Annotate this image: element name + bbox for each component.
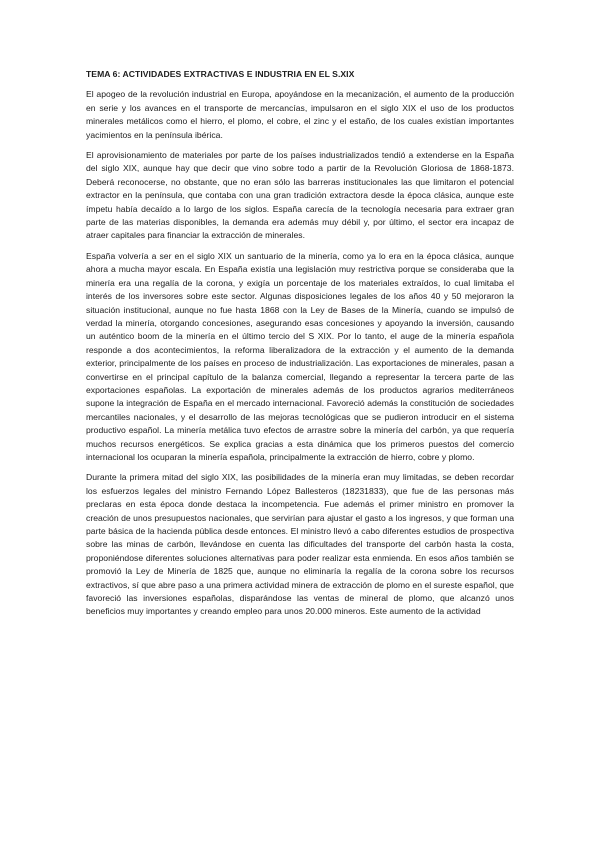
paragraph-santuario-mineria: España volvería a ser en el siglo XIX un santuario de la minería, como ya lo era en la época clásica, aunque ahora a mucha mayor escala. En España existía una legislación muy restrictiva porque se consideraba que la minería era una regalía de la corona, y exigía un porcentaje de los materiales extraídos, lo cual limitaba el interés de los inversores sobre este sector. Algunas disposiciones legales de los años 40 y 50 mejoraron la situación institucional, aunque no fue hasta 1868 con la Ley de Bases de la Minería, cuando se impulsó de verdad la minería, otorgando concesiones, asegurando esas concesiones y apoyando la inversión, causando un auténtico boom de la minería en el último tercio del S XIX. Por lo tanto, el auge de la minería española responde a dos acontecimientos, la reforma liberalizadora de la extracción y el aumento de la demanda exterior, principalmente de los países en proceso de industrialización. Las exportaciones de minerales, pasan a convertirse en el principal capítulo de la balanza comercial, llegando a representar la tercera parte de las exportaciones españolas. La exportación de minerales además de los productos agrarios mediterráneos supone la integración de España en el mercado internacional. Favoreció además la constitución de sociedades mercantiles nacionales, y el desarrollo de las mejoras tecnológicas que se pudieron introducir en el sistema productivo español. La minería metálica tuvo efectos de arrastre sobre la minería del carbón, ya que requería muchos recursos energéticos. Se explica gracias a esta dinámica que los primeros puestos del comercio internacional los ocuparan la minería española, principalmente la extracción de hierro, cobre y plomo. xyxy=(86,250,514,462)
paragraph-aprovisionamiento: El aprovisionamiento de materiales por parte de los países industrializados tendió a extenderse en la España del siglo XIX, aunque hay que decir que vino sobre todo a partir de la Revolución Gloriosa de 1868-1873. Deberá reconocerse, no obstante, que no eran sólo las barreras institucionales las que limitaron el potencial extractor en la península, que contaba con una gran tradición extractora desde la época clásica, aunque este ímpetu había decaído a lo largo de los siglos. España carecía de la tecnología necesaria para extraer gran parte de las materias disponibles, la demanda era además muy débil y, por último, el sector era incapaz de atraer capitales para financiar la extracción de minerales. xyxy=(86,150,514,241)
paragraph-primera-mitad: Durante la primera mitad del siglo XIX, las posibilidades de la minería eran muy limitadas, se deben recordar los esfuerzos legales del ministro Fernando López Ballesteros (18231833), que fue de las personas más preclaras en esta época donde destaca la incompetencia. Fue además el primer ministro en promover la creación de unos presupuestos nacionales, que servirían para ajustar el gasto a los ingresos, y que forman una parte básica de la hacienda pública desde entonces. El ministro llevó a cabo diferentes estudios de prospectiva sobre las minas de carbón, llevándose en cuenta las dificultades del transporte del carbón hasta la costa, proponiéndose diferentes soluciones alternativas para poder realizar esta enmienda. En esos años también se promovió la Ley de Minería de 1825 que, aunque no eliminaría la regalía de la corona sobre los recursos extractivos, sí que abre paso a una primera actividad minera de extracción de plomo en el sureste español, que favoreció las inversiones españolas, disparándose las ventas de mineral de plomo, que alcanzó unos beneficios muy importantes y creando empleo para unos 20.000 mineros. Este aumento de la actividad xyxy=(86,472,514,617)
document-title: TEMA 6: ACTIVIDADES EXTRACTIVAS E INDUSTRIA EN EL S.XIX xyxy=(86,69,355,79)
paragraph-intro: El apogeo de la revolución industrial en Europa, apoyándose en la mecanización, el aumento de la producción en serie y los avances en el transporte de mercancías, impulsaron en el siglo XIX el uso de los productos minerales metálicos como el hierro, el plomo, el cobre, el zinc y el estaño, de los cuales existían importantes yacimientos en la península ibérica. xyxy=(86,89,514,140)
document-body xyxy=(86,68,514,626)
